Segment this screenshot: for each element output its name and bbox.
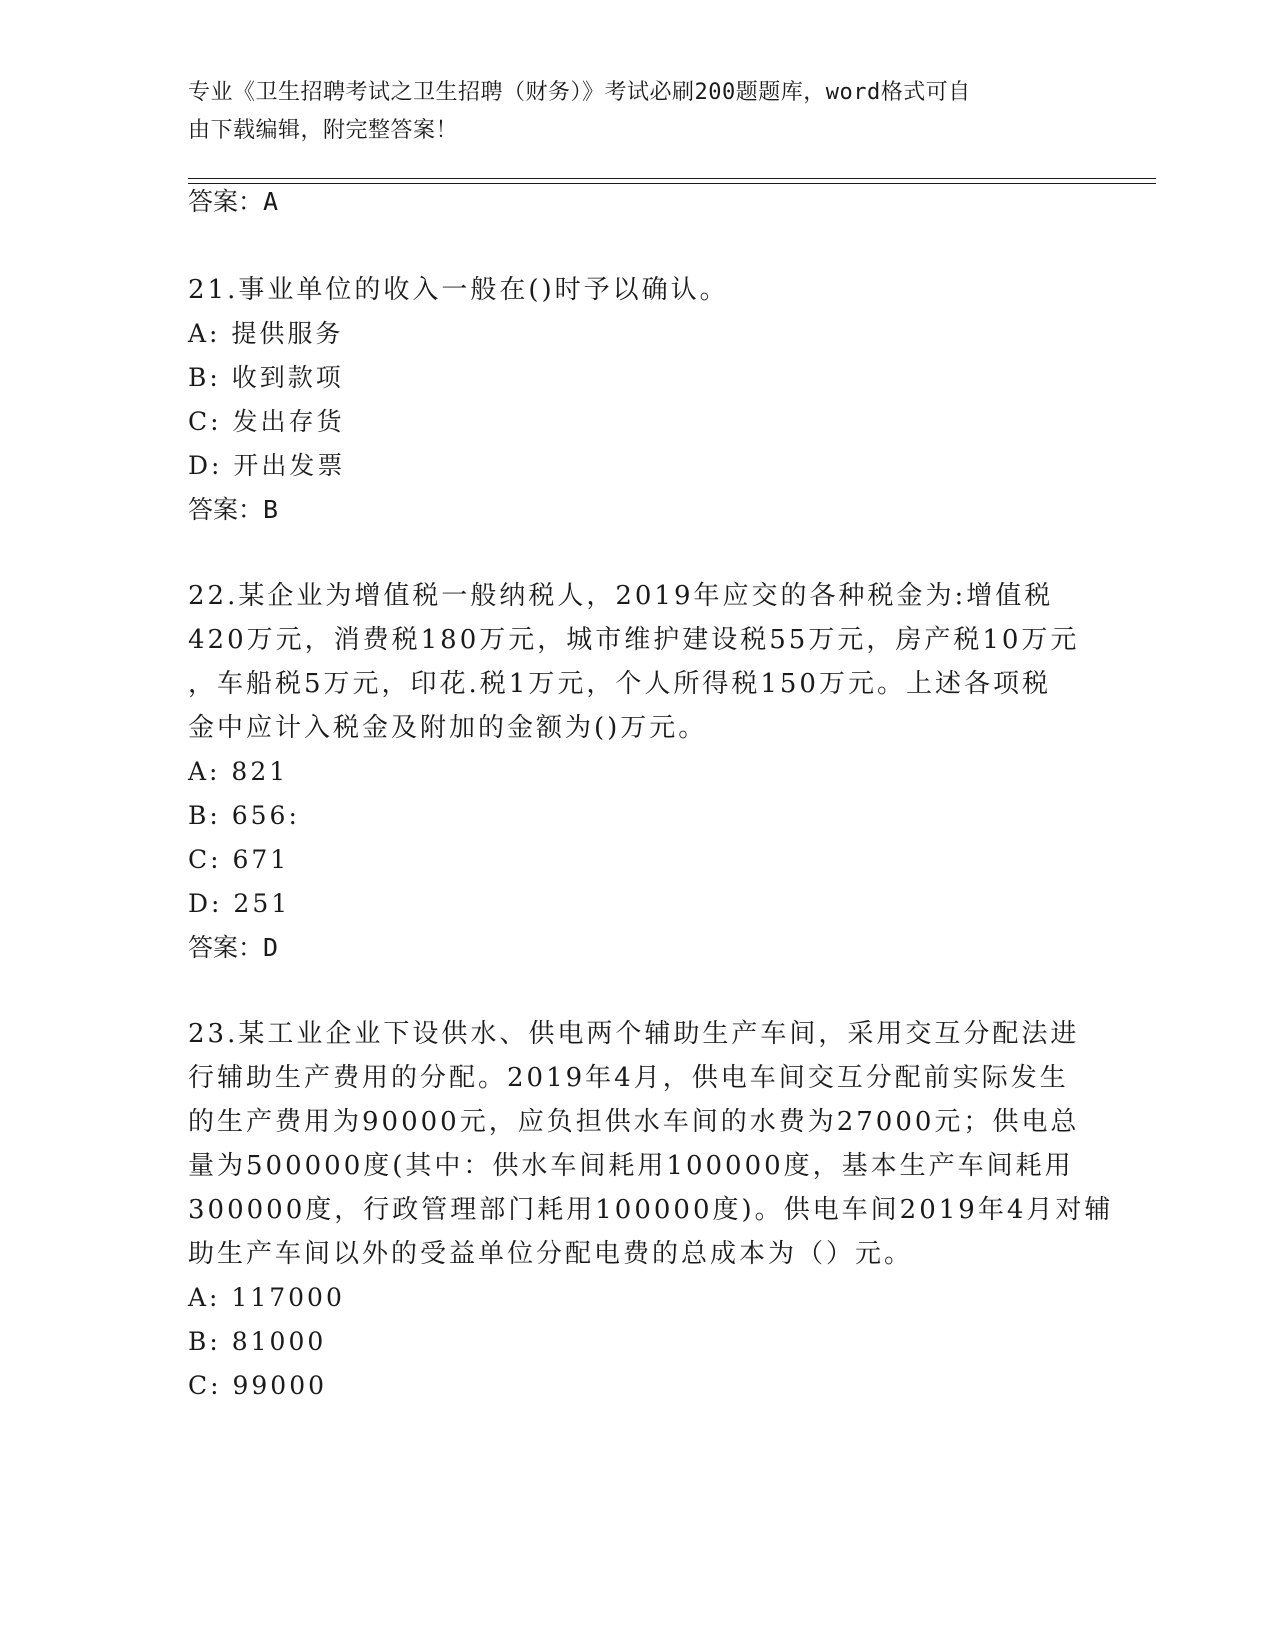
q22-text-line-2: 420万元，消费税180万元，城市维护建设税55万元，房产税10万元	[188, 625, 1080, 655]
q22-text-line-1: 22.某企业为增值税一般纳税人，2019年应交的各种税金为:增值税	[188, 581, 1054, 611]
header-rule-top	[188, 178, 1156, 179]
previous-answer: 答案：A	[188, 187, 279, 216]
q21-option-d: D: 开出发票	[188, 451, 346, 480]
q21-text: 21.事业单位的收入一般在()时予以确认。	[188, 275, 729, 305]
q22-option-a: A: 821	[188, 757, 289, 786]
header-line-1: 专业《卫生招聘考试之卫生招聘（财务）》考试必刷200题题库，word格式可自	[188, 80, 971, 105]
q22-text-line-4: 金中应计入税金及附加的金额为()万元。	[188, 713, 708, 743]
q22-option-c: C: 671	[188, 845, 290, 874]
q23-text-line-6: 助生产车间以外的受益单位分配电费的总成本为（）元。	[188, 1239, 914, 1269]
q22-text-line-3: ，车船税5万元，印花.税1万元，个人所得税150万元。上述各项税	[188, 669, 1051, 699]
q21-answer: 答案：B	[188, 495, 279, 524]
q21-option-b: B: 收到款项	[188, 363, 344, 392]
q21-option-a: A: 提供服务	[188, 319, 344, 348]
q23-text-line-5: 300000度，行政管理部门耗用100000度)。供电车间2019年4月对辅	[188, 1195, 1114, 1225]
q22-answer: 答案：D	[188, 933, 279, 962]
q22-option-b: B: 656:	[188, 801, 300, 830]
q23-text-line-1: 23.某工业企业下设供水、供电两个辅助生产车间，采用交互分配法进	[188, 1019, 1080, 1049]
q23-option-b: B: 81000	[188, 1327, 327, 1356]
q23-text-line-2: 行辅助生产费用的分配。2019年4月，供电车间交互分配前实际发生	[188, 1063, 1069, 1093]
header-rule-bottom	[188, 183, 1156, 184]
q23-option-c: C: 99000	[188, 1371, 328, 1400]
header-line-2: 由下载编辑，附完整答案！	[188, 118, 459, 143]
q23-text-line-4: 量为500000度(其中：供水车间耗用100000度，基本生产车间耗用	[188, 1151, 1074, 1181]
q21-option-c: C: 发出存货	[188, 407, 345, 436]
q23-option-a: A: 117000	[188, 1283, 345, 1312]
document-header	[188, 74, 1078, 150]
q22-option-d: D: 251	[188, 889, 291, 918]
q23-text-line-3: 的生产费用为90000元，应负担供水车间的水费为27000元；供电总	[188, 1107, 1080, 1137]
